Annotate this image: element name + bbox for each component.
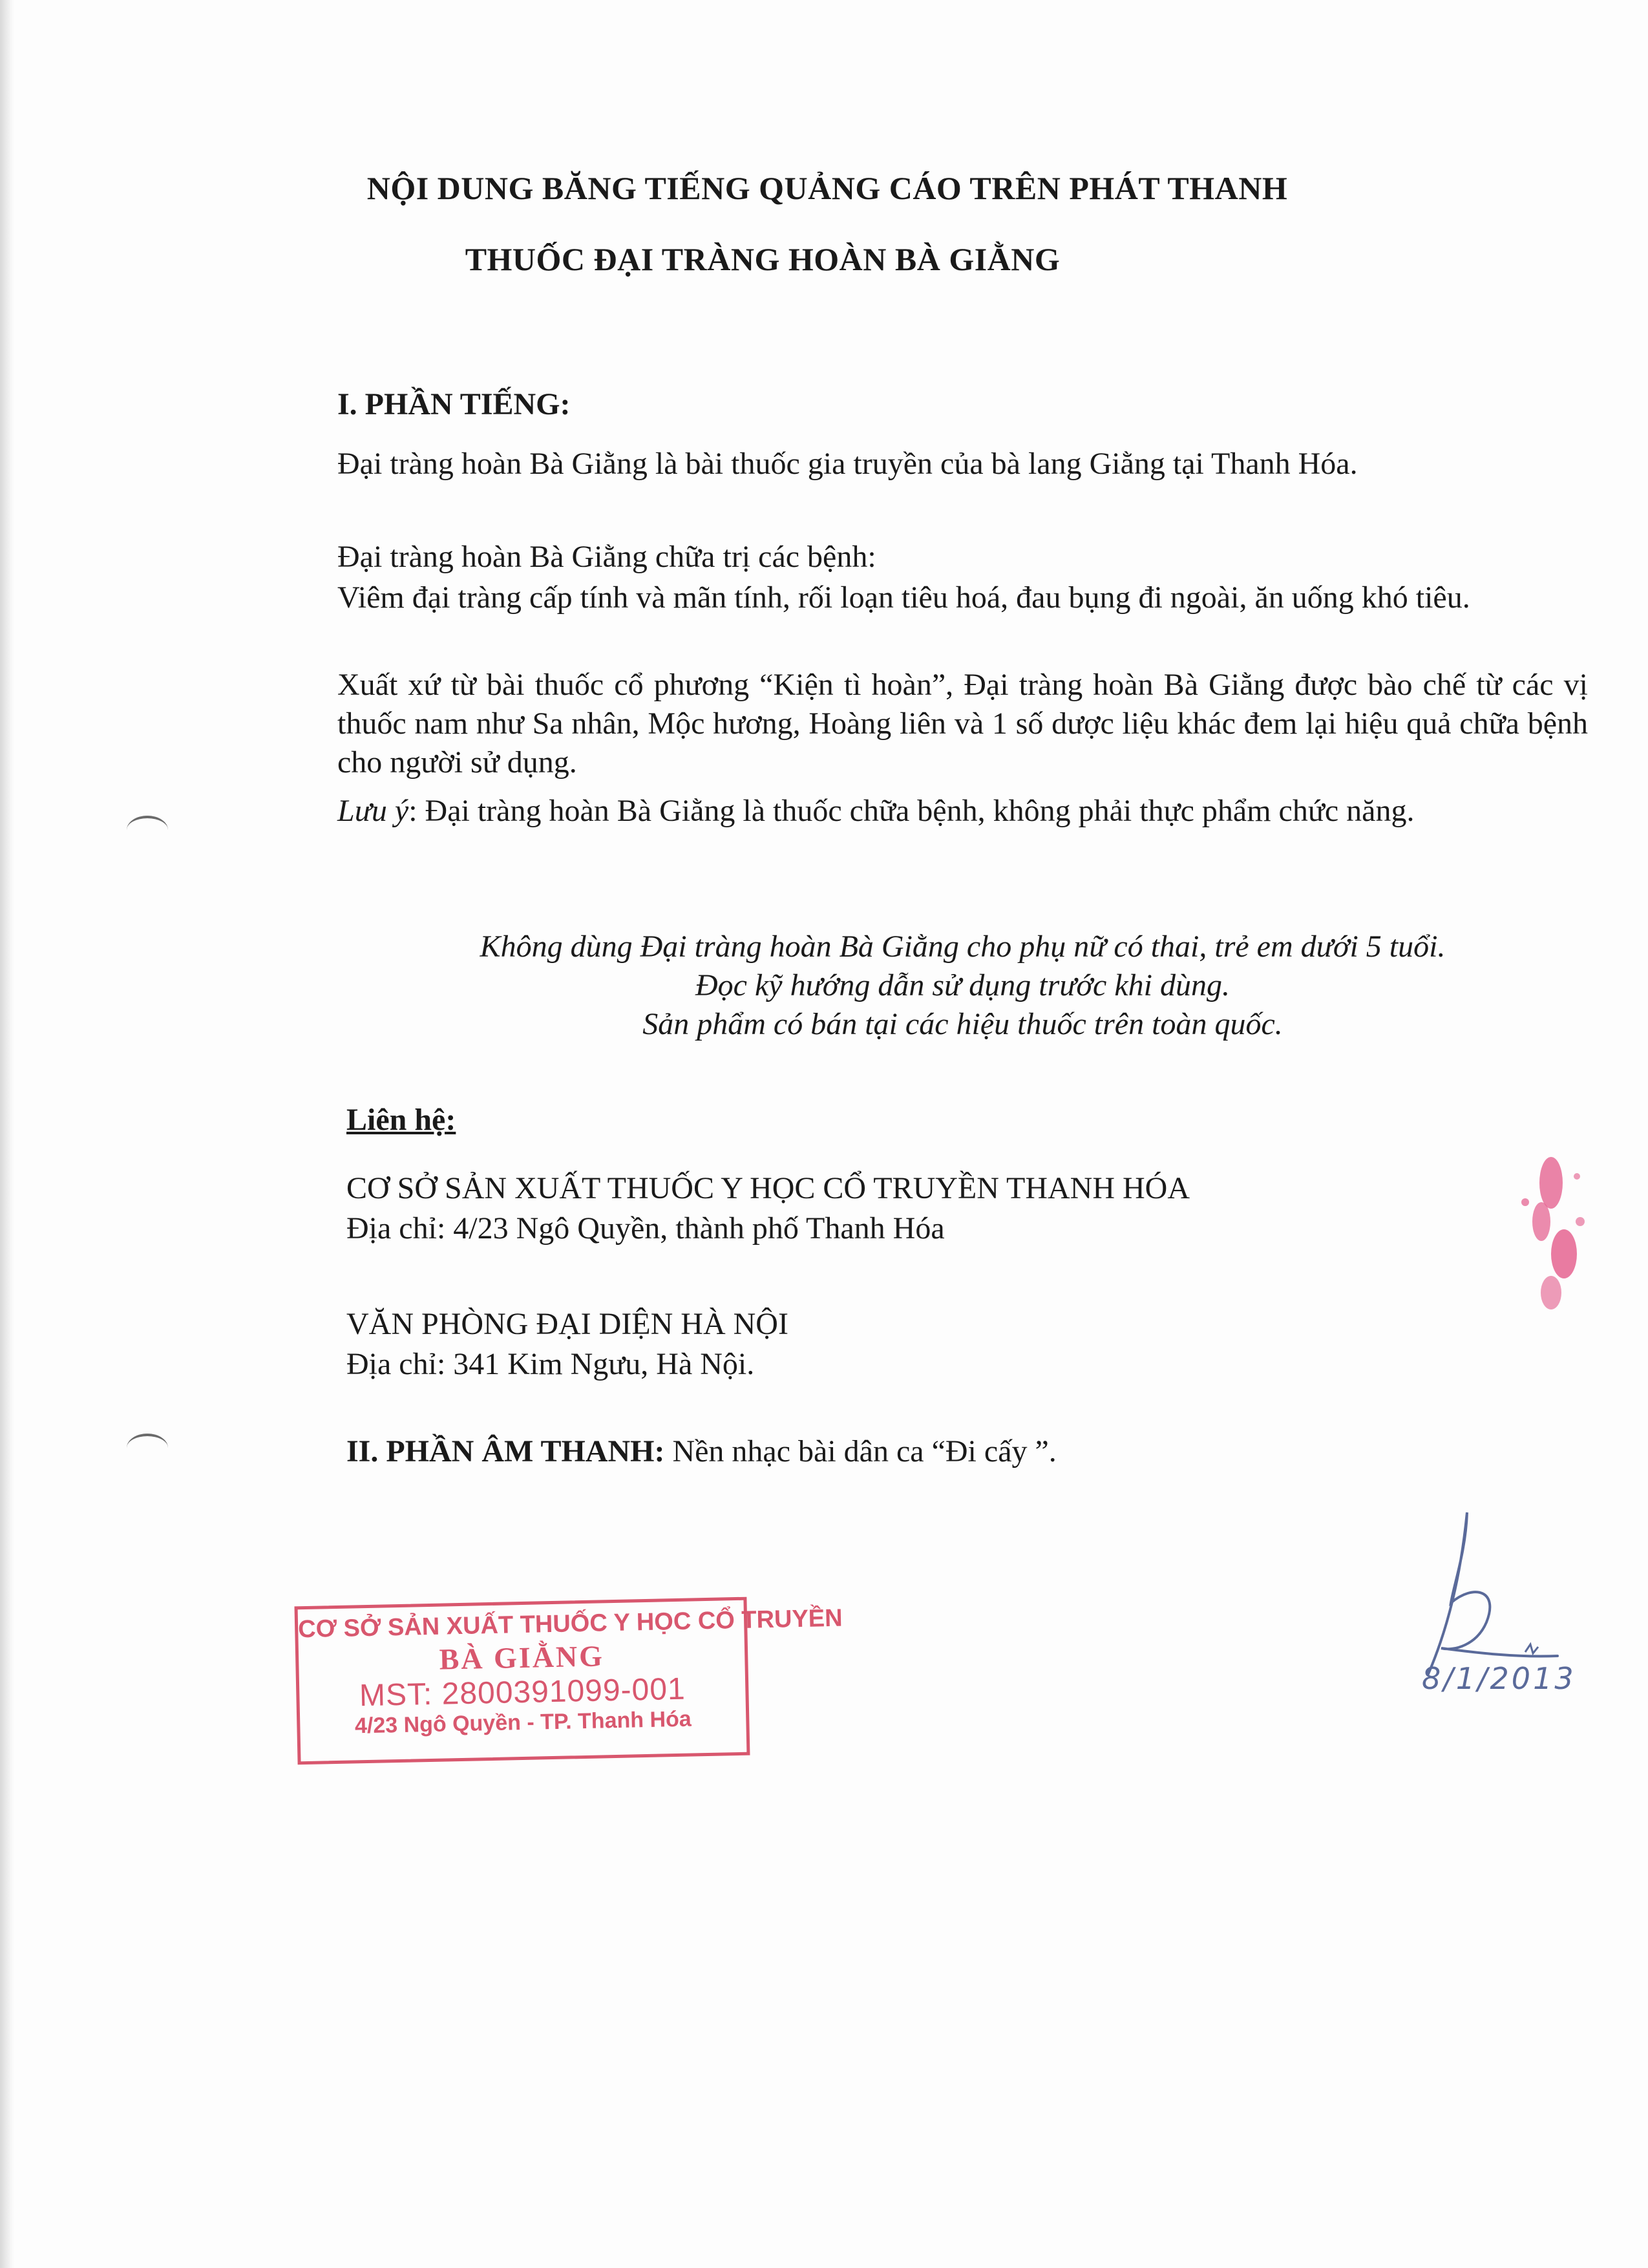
paragraph-text: Đại tràng hoàn Bà Giằng là bài thuốc gia truyền của bà lang Giằng tại Thanh Hóa.	[337, 447, 1358, 481]
paragraph-diseases	[337, 578, 1588, 617]
ink-smudge	[1506, 1125, 1596, 1331]
handwritten-signature	[1389, 1474, 1596, 1745]
paragraph-treats	[337, 538, 1588, 577]
warnings-block	[337, 927, 1588, 1044]
section-heading-audio	[346, 1434, 1057, 1469]
org-name: VĂN PHÒNG ĐẠI DIỆN HÀ NỘI	[346, 1307, 788, 1341]
company-stamp	[295, 1597, 843, 1765]
document-title-line1: NỘI DUNG BĂNG TIẾNG QUẢNG CÁO TRÊN PHÁT THANH	[366, 170, 1288, 206]
signature-date: 8/1/2013	[1422, 1661, 1576, 1696]
warning-line: Không dùng Đại tràng hoàn Bà Giằng cho phụ nữ có thai, trẻ em dưới 5 tuổi.	[480, 929, 1446, 964]
punch-hole-mark	[127, 816, 168, 844]
section-heading-audio-label: II. PHẦN ÂM THANH:	[346, 1434, 665, 1468]
document-title-line2: THUỐC ĐẠI TRÀNG HOÀN BÀ GIẰNG	[465, 241, 1061, 277]
warning-line: Đọc kỹ hướng dẫn sử dụng trước khi dùng.	[695, 968, 1230, 1002]
scan-edge-shadow	[0, 0, 14, 2268]
stamp-line: MST: 2800391099-001	[359, 1671, 686, 1713]
stamp-line: 4/23 Ngô Quyền - TP. Thanh Hóa	[354, 1706, 692, 1739]
org-name: CƠ SỞ SẢN XUẤT THUỐC Y HỌC CỔ TRUYỀN THANH HÓA	[346, 1171, 1190, 1205]
note-paragraph	[337, 792, 1588, 831]
contact-org-ha-noi	[346, 1304, 788, 1384]
warning-line: Sản phẩm có bán tại các hiệu thuốc trên toàn quốc.	[642, 1007, 1283, 1041]
section-audio-text: Nền nhạc bài dân ca “Đi cấy ”.	[664, 1434, 1057, 1468]
paragraph-intro	[337, 445, 1588, 483]
stamp-line: CƠ SỞ SẢN XUẤT THUỐC Y HỌC CỔ TRUYỀN	[297, 1604, 843, 1644]
contact-label: Liên hệ:	[346, 1103, 456, 1137]
section-heading-voice: I. PHẦN TIẾNG:	[337, 387, 571, 421]
paragraph-text: Viêm đại tràng cấp tính và mãn tính, rối loạn tiêu hoá, đau bụng đi ngoài, ăn uống khó tiêu.	[337, 580, 1470, 615]
paragraph-note	[337, 792, 1588, 831]
org-address: Địa chỉ: 341 Kim Ngưu, Hà Nội.	[346, 1347, 755, 1381]
stamp-line: BÀ GIẰNG	[439, 1639, 605, 1676]
contact-org-thanh-hoa	[346, 1169, 1190, 1249]
paragraph-text: Đại tràng hoàn Bà Giằng chữa trị các bệnh:	[337, 540, 876, 574]
punch-hole-mark	[127, 1434, 168, 1462]
paragraph-origin	[337, 666, 1588, 782]
note-text: : Đại tràng hoàn Bà Giằng là thuốc chữa bệnh, không phải thực phẩm chức năng.	[408, 794, 1415, 828]
org-address: Địa chỉ: 4/23 Ngô Quyền, thành phố Thanh Hóa	[346, 1211, 945, 1245]
note-label: Lưu ý	[337, 794, 409, 828]
paragraph-text: Xuất xứ từ bài thuốc cổ phương “Kiện tì hoàn”, Đại tràng hoàn Bà Giằng được bào chế từ các vị thuốc nam như Sa nhân, Mộc hương, Hoàng liên và 1 số dược liệu khác đem lại hiệu quả chữa bệnh cho người sử dụng.	[337, 668, 1588, 779]
